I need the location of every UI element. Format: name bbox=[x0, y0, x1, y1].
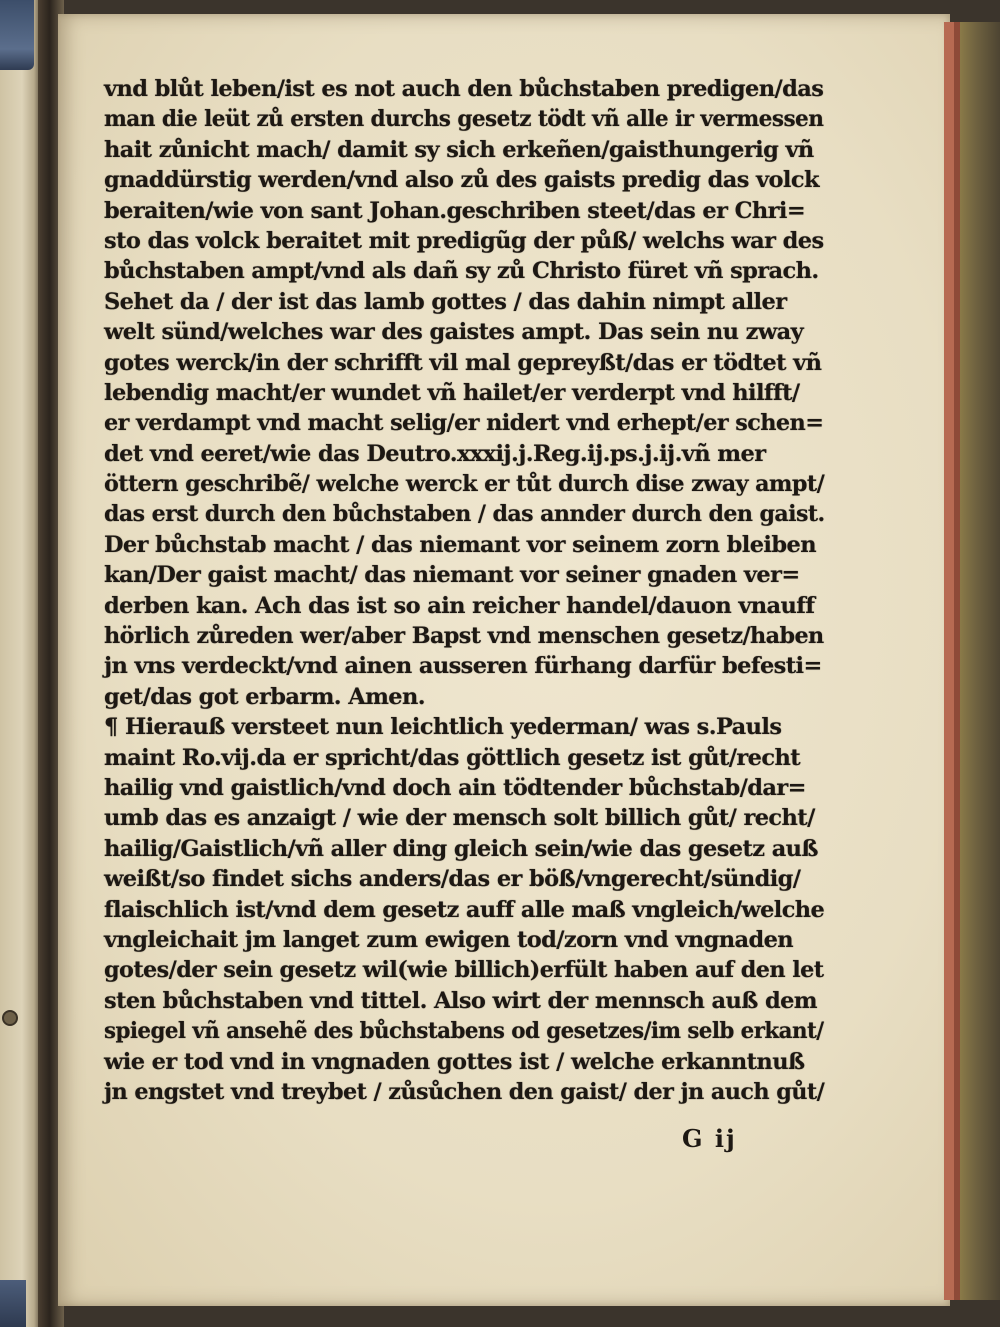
red-page-edge bbox=[944, 22, 954, 1300]
text-line: hailig vnd gaistlich/vnd doch ain tödtender bůchstab/dar= bbox=[104, 774, 806, 801]
text-line: lebendig macht/er wundet vñ hailet/er verderpt vnd hilfft/ bbox=[104, 379, 800, 406]
page-stack-edge bbox=[960, 22, 1000, 1300]
text-line: kan/Der gaist macht/ das niemant vor seiner gnaden ver= bbox=[104, 562, 800, 589]
text-line: wie er tod vnd in vngnaden gottes ist / welche erkanntnuß bbox=[104, 1048, 805, 1075]
binding-clip-top bbox=[0, 0, 34, 70]
text-line: derben kan. Ach das ist so ain reicher handel/dauon vnauff bbox=[104, 592, 815, 619]
text-line: das erst durch den bůchstaben / das annder durch den gaist. bbox=[104, 501, 825, 528]
text-line: get/das got erbarm. Amen. bbox=[104, 683, 426, 710]
page-text bbox=[104, 74, 824, 1107]
text-line: beraiten/wie von sant Johan.geschriben steet/das er Chri= bbox=[104, 197, 806, 224]
text-line: hait zůnicht mach/ damit sy sich erkeñen/gaisthungerig vñ bbox=[104, 136, 814, 163]
binding-clip-bottom bbox=[0, 1280, 26, 1327]
text-line: welt sünd/welches war des gaistes ampt. Das sein nu zway bbox=[104, 319, 804, 346]
text-line: weißt/so findet sichs anders/das er böß/vngerecht/sündig/ bbox=[104, 866, 801, 893]
text-line: er verdampt vnd macht selig/er nidert vnd erhept/er schen= bbox=[104, 410, 824, 437]
text-line: jn vns verdeckt/vnd ainen ausseren fürhang darfür befesti= bbox=[104, 653, 822, 680]
text-line: sto das volck beraitet mit predigũg der půß/ welchs war des bbox=[104, 227, 824, 254]
text-line: vnd blůt leben/ist es not auch den bůchstaben predigen/das bbox=[104, 76, 824, 102]
text-line: bůchstaben ampt/vnd als dañ sy zů Christo füret vñ sprach. bbox=[104, 258, 819, 285]
text-line: Der bůchstab macht / das niemant vor seinem zorn bleiben bbox=[104, 531, 816, 558]
text-line: hailig/Gaistlich/vñ aller ding gleich sein/wie das gesetz auß bbox=[104, 835, 818, 862]
text-line: hörlich zůreden wer/aber Bapst vnd menschen gesetz/haben bbox=[104, 623, 824, 650]
text-line: öttern geschribẽ/ welche werck er tůt durch dise zway ampt/ bbox=[104, 471, 825, 498]
text-line: umb das es anzaigt / wie der mensch solt billich gůt/ recht/ bbox=[104, 805, 815, 832]
text-line: sten bůchstaben vnd tittel. Also wirt der mennsch auß dem bbox=[104, 987, 818, 1014]
text-line: flaischlich ist/vnd dem gesetz auff alle maß vngleich/welche bbox=[104, 896, 825, 923]
facing-page-edge bbox=[0, 0, 40, 1327]
text-line: Sehet da / der ist das lamb gottes / das dahin nimpt aller bbox=[104, 288, 787, 315]
signature-mark: G ij bbox=[682, 1124, 737, 1153]
red-page-edge-dark bbox=[954, 22, 960, 1300]
paragraph-start-line: ¶ Hierauß versteet nun leichtlich yederman/ was s.Pauls bbox=[104, 714, 782, 741]
binding-rivet-icon bbox=[2, 1010, 18, 1026]
text-line: man die leüt zů ersten durchs gesetz tödt vñ alle ir vermessen bbox=[104, 106, 824, 133]
text-line: jn engstet vnd treybet / zůsůchen den gaist/ der jn auch gůt/ bbox=[104, 1078, 825, 1105]
text-line: maint Ro.vij.da er spricht/das göttlich gesetz ist gůt/recht bbox=[104, 744, 800, 771]
text-line: gnaddürstig werden/vnd also zů des gaists predig das volck bbox=[104, 167, 819, 194]
text-line: gotes/der sein gesetz wil(wie billich)erfült haben auf den let bbox=[104, 957, 824, 984]
text-line: gotes werck/in der schrifft vil mal gepreyßt/das er tödtet vñ bbox=[104, 349, 822, 376]
text-line: vngleichait jm langet zum ewigen tod/zorn vnd vngnaden bbox=[104, 926, 794, 953]
text-line: det vnd eeret/wie das Deutro.xxxij.j.Reg.ij.ps.j.ij.vñ mer bbox=[104, 440, 766, 467]
text-line: spiegel vñ ansehẽ des bůchstabens od gesetzes/im selb erkant/ bbox=[104, 1018, 824, 1045]
